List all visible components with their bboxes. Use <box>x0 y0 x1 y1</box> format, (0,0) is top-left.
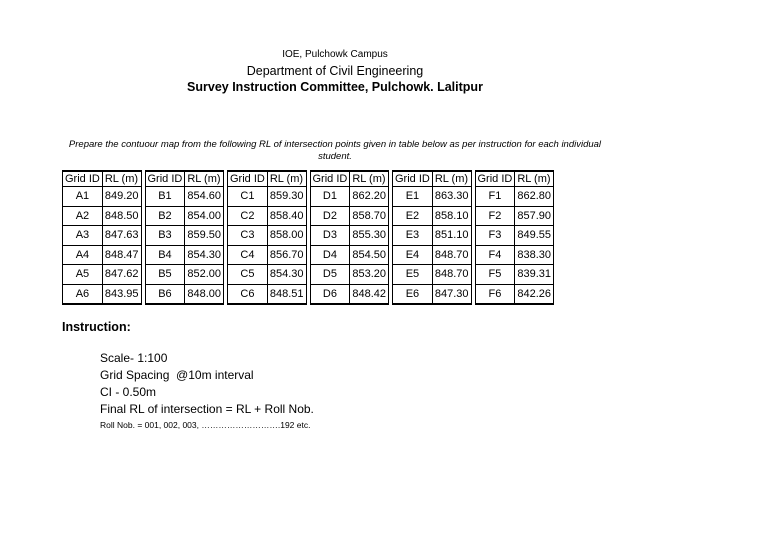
instruction-roll-numbers: Roll Nob. = 001, 002, 003, ……………………….192 etc. <box>100 420 311 430</box>
table-row <box>63 187 554 207</box>
rl-value-cell: 858.40 <box>267 206 306 226</box>
rl-value-cell: 848.50 <box>102 206 141 226</box>
rl-value-cell: 862.80 <box>515 187 554 207</box>
grid-id-cell: A6 <box>63 284 103 304</box>
rl-value-cell: 859.50 <box>185 226 224 246</box>
grid-id-cell: A5 <box>63 265 103 285</box>
table-body <box>63 187 554 305</box>
column-header-rl: RL (m) <box>515 171 554 187</box>
grid-id-cell: B1 <box>145 187 185 207</box>
grid-id-cell: E5 <box>393 265 433 285</box>
grid-id-cell: F3 <box>475 226 515 246</box>
rl-table <box>62 170 554 305</box>
grid-id-cell: F6 <box>475 284 515 304</box>
rl-value-cell: 848.42 <box>350 284 389 304</box>
rl-value-cell: 852.00 <box>185 265 224 285</box>
grid-id-cell: A4 <box>63 245 103 265</box>
grid-id-cell: D6 <box>310 284 350 304</box>
column-header-grid-id: Grid ID <box>63 171 103 187</box>
grid-id-cell: E1 <box>393 187 433 207</box>
grid-id-cell: E2 <box>393 206 433 226</box>
rl-value-cell: 855.30 <box>350 226 389 246</box>
rl-value-cell: 856.70 <box>267 245 306 265</box>
rl-value-cell: 847.30 <box>432 284 471 304</box>
grid-id-cell: F5 <box>475 265 515 285</box>
rl-value-cell: 848.51 <box>267 284 306 304</box>
rl-value-cell: 858.70 <box>350 206 389 226</box>
grid-id-cell: F4 <box>475 245 515 265</box>
grid-id-cell: E4 <box>393 245 433 265</box>
grid-id-cell: B6 <box>145 284 185 304</box>
grid-id-cell: B4 <box>145 245 185 265</box>
instruction-grid-spacing: Grid Spacing @10m interval <box>100 368 254 382</box>
grid-id-cell: F1 <box>475 187 515 207</box>
grid-id-cell: C3 <box>228 226 268 246</box>
table-row <box>63 206 554 226</box>
column-header-rl: RL (m) <box>350 171 389 187</box>
rl-value-cell: 847.62 <box>102 265 141 285</box>
grid-id-cell: C1 <box>228 187 268 207</box>
rl-value-cell: 849.20 <box>102 187 141 207</box>
grid-id-cell: B2 <box>145 206 185 226</box>
grid-id-cell: D3 <box>310 226 350 246</box>
column-header-rl: RL (m) <box>432 171 471 187</box>
rl-value-cell: 848.70 <box>432 265 471 285</box>
table-header-row <box>63 171 554 187</box>
rl-value-cell: 839.31 <box>515 265 554 285</box>
grid-id-cell: A1 <box>63 187 103 207</box>
rl-value-cell: 853.20 <box>350 265 389 285</box>
grid-id-cell: D1 <box>310 187 350 207</box>
grid-id-cell: D4 <box>310 245 350 265</box>
rl-value-cell: 854.60 <box>185 187 224 207</box>
grid-id-cell: C5 <box>228 265 268 285</box>
rl-value-cell: 838.30 <box>515 245 554 265</box>
table-row <box>63 284 554 304</box>
column-header-grid-id: Grid ID <box>145 171 185 187</box>
rl-value-cell: 854.30 <box>185 245 224 265</box>
rl-value-cell: 863.30 <box>432 187 471 207</box>
grid-id-cell: A2 <box>63 206 103 226</box>
rl-value-cell: 854.30 <box>267 265 306 285</box>
grid-id-cell: D5 <box>310 265 350 285</box>
grid-id-cell: F2 <box>475 206 515 226</box>
rl-value-cell: 858.00 <box>267 226 306 246</box>
rl-value-cell: 842.26 <box>515 284 554 304</box>
instruction-contour-interval: CI - 0.50m <box>100 385 157 399</box>
rl-value-cell: 843.95 <box>102 284 141 304</box>
campus-name: IOE, Pulchowk Campus <box>282 49 388 60</box>
grid-id-cell: C6 <box>228 284 268 304</box>
rl-value-cell: 847.63 <box>102 226 141 246</box>
rl-value-cell: 858.10 <box>432 206 471 226</box>
table-row <box>63 265 554 285</box>
table-row <box>63 226 554 246</box>
task-prompt: Prepare the contuour map from the following RL of intersection points given in table below as per instruction for each individual student. <box>68 139 602 162</box>
instruction-list <box>100 350 314 432</box>
rl-value-cell: 851.10 <box>432 226 471 246</box>
table-row <box>63 245 554 265</box>
column-header-rl: RL (m) <box>102 171 141 187</box>
column-header-rl: RL (m) <box>185 171 224 187</box>
instruction-scale: Scale- 1:100 <box>100 351 168 365</box>
grid-id-cell: C4 <box>228 245 268 265</box>
grid-id-cell: A3 <box>63 226 103 246</box>
grid-id-cell: E6 <box>393 284 433 304</box>
column-header-grid-id: Grid ID <box>393 171 433 187</box>
rl-value-cell: 854.50 <box>350 245 389 265</box>
grid-id-cell: B3 <box>145 226 185 246</box>
rl-value-cell: 862.20 <box>350 187 389 207</box>
committee-name: Survey Instruction Committee, Pulchowk. Lalitpur <box>187 80 483 94</box>
rl-value-cell: 849.55 <box>515 226 554 246</box>
rl-value-cell: 848.70 <box>432 245 471 265</box>
column-header-grid-id: Grid ID <box>310 171 350 187</box>
column-header-rl: RL (m) <box>267 171 306 187</box>
grid-id-cell: C2 <box>228 206 268 226</box>
rl-value-cell: 859.30 <box>267 187 306 207</box>
grid-id-cell: B5 <box>145 265 185 285</box>
rl-value-cell: 857.90 <box>515 206 554 226</box>
rl-value-cell: 854.00 <box>185 206 224 226</box>
department-name: Department of Civil Engineering <box>246 64 424 78</box>
instruction-final-rl-formula: Final RL of intersection = RL + Roll Nob. <box>100 402 314 416</box>
instruction-title: Instruction: <box>62 320 131 334</box>
grid-id-cell: D2 <box>310 206 350 226</box>
column-header-grid-id: Grid ID <box>228 171 268 187</box>
rl-value-cell: 848.47 <box>102 245 141 265</box>
rl-value-cell: 848.00 <box>185 284 224 304</box>
column-header-grid-id: Grid ID <box>475 171 515 187</box>
grid-id-cell: E3 <box>393 226 433 246</box>
